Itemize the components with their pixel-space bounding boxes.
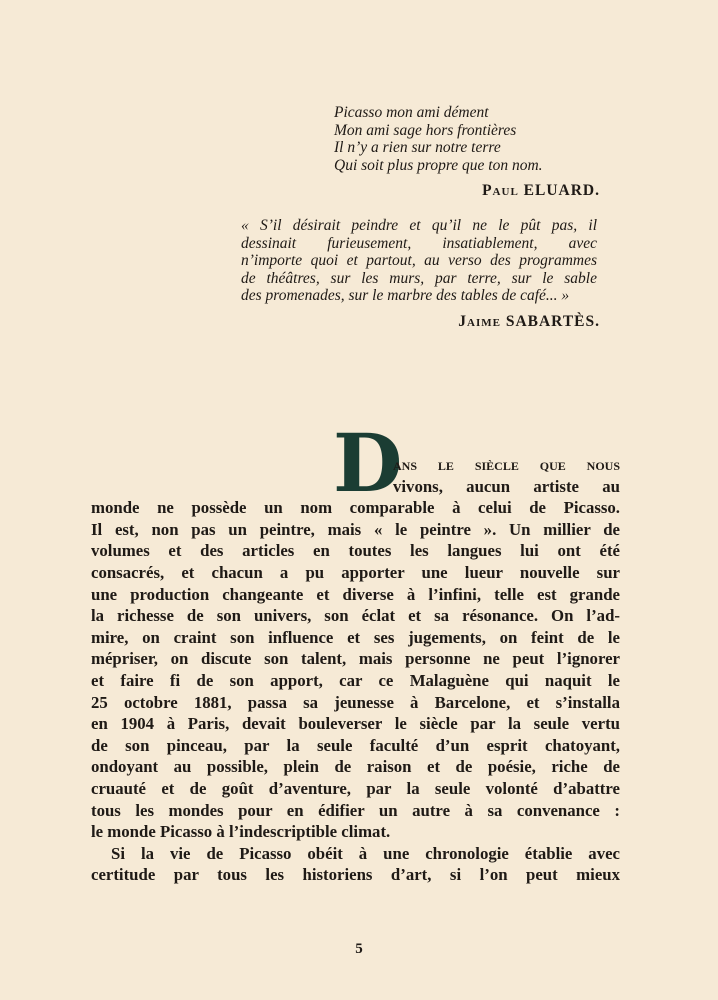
body-line: la richesse de son univers, son éclat et sa résonance. On l’ad- (91, 606, 620, 626)
body-line: une production changeante et diverse à l’infini, telle est grande (91, 584, 620, 604)
body-line: monde ne possède un nom comparable à celui de Picasso. (91, 498, 620, 518)
poem-author: Paul ELUARD. (482, 182, 600, 199)
body-paragraphs (91, 454, 620, 886)
body-line: cruauté et de goût d’aventure, par la seule volonté d’abattre (91, 778, 620, 798)
body-line: en 1904 à Paris, devait bouleverser le siècle par la seule vertu (91, 714, 620, 734)
body-line: et faire fi de son apport, car ce Malaguène qui naquit le (91, 670, 620, 690)
poem-line: Il n’y a rien sur notre terre (334, 139, 501, 156)
quote-line: de théâtres, sur les murs, par terre, sur le sable (241, 269, 597, 287)
page-number: 5 (355, 941, 363, 957)
poem-line: Qui soit plus propre que ton nom. (334, 156, 543, 174)
body-line: de son pinceau, par la seule faculté d’un esprit chatoyant, (91, 735, 620, 755)
body-line: mire, on craint son influence et ses jugements, on feint de le (91, 627, 620, 647)
drop-cap-letter: D (333, 416, 403, 510)
body-line: ans le siècle que nous (393, 455, 620, 474)
poem-line: Picasso mon ami dément (334, 104, 489, 121)
body-line: consacrés, et chacun a pu apporter une lueur nouvelle sur (91, 562, 620, 582)
body-line: certitude par tous les historiens d’art, si l’on peut mieux (91, 865, 620, 885)
quote-author: Jaime SABARTÈS. (458, 313, 600, 330)
body-line: ondoyant au possible, plein de raison et de poésie, riche de (91, 757, 620, 777)
body-line: volumes et des articles en toutes les langues lui ont été (91, 541, 620, 561)
quote-line: dessinait furieusement, insatiablement, avec (241, 234, 597, 252)
poem-line: Mon ami sage hors frontières (334, 121, 517, 139)
body-line: 25 octobre 1881, passa sa jeunesse à Barcelone, et s’installa (91, 692, 620, 712)
body-line: Il est, non pas un peintre, mais « le peintre ». Un millier de (91, 519, 620, 539)
quote-line: des promenades, sur le marbre des tables de café... » (241, 287, 570, 305)
epigraph-quote (241, 217, 597, 305)
epigraph-poem (334, 104, 634, 174)
body-line: tous les mondes pour en édifier un autre à sa convenance : (91, 800, 620, 820)
body-line: le monde Picasso à l’indescriptible climat. (91, 822, 391, 842)
body-line: Si la vie de Picasso obéit à une chronologie établie avec (111, 843, 620, 863)
quote-line: « S’il désirait peindre et qu’il ne le pût pas, il (241, 217, 597, 234)
body-line: mépriser, on discute son talent, mais personne ne peut l’ignorer (91, 649, 620, 669)
body-line: vivons, aucun artiste au (393, 476, 620, 496)
quote-line: n’importe quoi et partout, au verso des programmes (241, 252, 597, 270)
